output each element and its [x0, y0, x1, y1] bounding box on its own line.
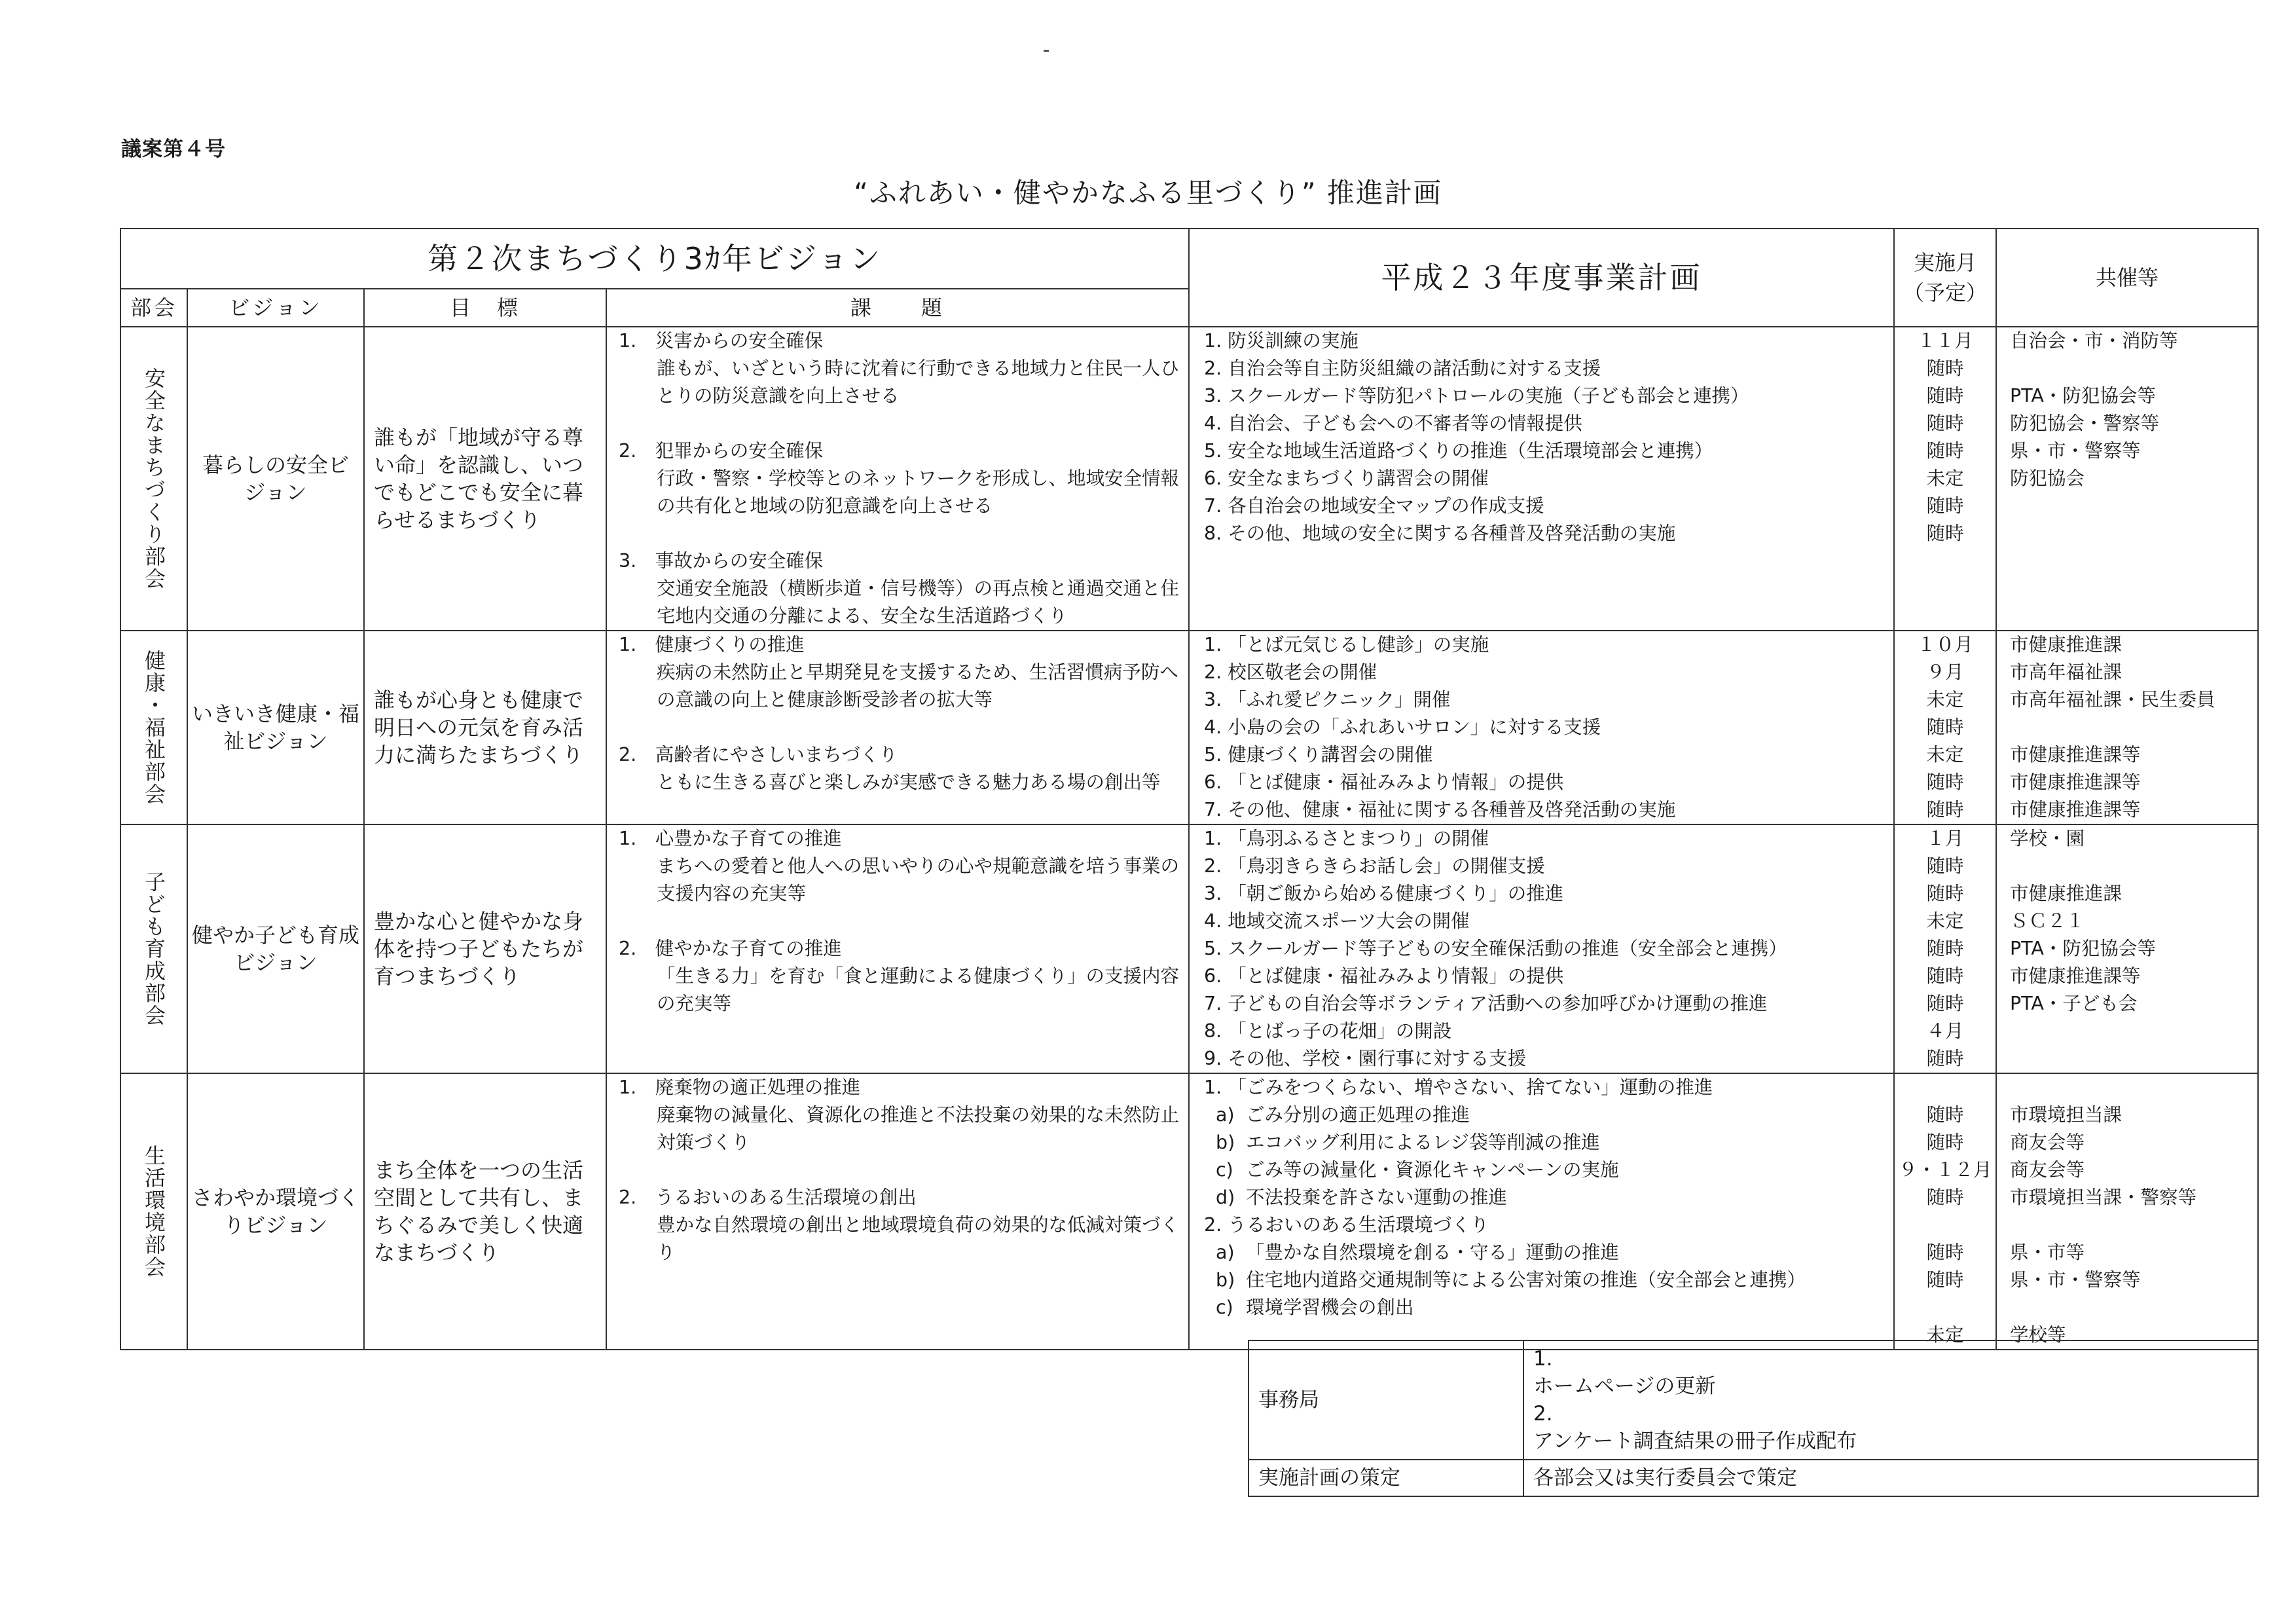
kadai-desc: 疾病の未然防止と早期発見を支援するため、生活習慣病予防への意識の向上と健康診断受診者の拡大等: [657, 661, 1178, 710]
plan-cell: [1189, 1073, 1894, 1350]
kadai-gap: [616, 410, 1179, 437]
month-value: １０月: [1917, 634, 1973, 655]
co-value: 市健康推進課等: [2010, 771, 2141, 793]
col-header-vision: ビジョン: [187, 289, 364, 327]
co-value: PTA・防犯協会等: [2010, 385, 2156, 407]
month-value: 随時: [1926, 716, 1964, 738]
co-value: 市健康推進課等: [2010, 799, 2141, 821]
plan-item: 8. その他、地域の安全に関する各種普及啓発活動の実施: [1204, 523, 1676, 544]
plan-item: 5. スクールガード等子どもの安全確保活動の推進（安全部会と連携）: [1204, 938, 1787, 959]
kadai-desc: まちへの愛着と他人への思いやりの心や規範意識を培う事業の支援内容の充実等: [657, 855, 1180, 904]
bukai-cell: 生活環境部会: [120, 1073, 187, 1350]
plan-item: 1. 「鳥羽ふるさとまつり」の開催: [1204, 828, 1489, 849]
plan-subitem: [1194, 1294, 1889, 1321]
plan-subitem-mark: b): [1216, 1269, 1235, 1291]
vision-group-header: 第２次まちづくり3ｶ年ビジョン: [120, 229, 1189, 289]
plan-item: 3. 「ふれ愛ピクニック」開催: [1204, 689, 1451, 710]
co-value: 防犯協会・警察等: [2010, 413, 2160, 434]
co-value: 市健康推進課: [2010, 883, 2123, 904]
kadai-title: 2. 健やかな子育ての推進: [619, 938, 842, 959]
co-value: [2010, 1211, 2253, 1239]
month-value: 随時: [1926, 523, 1964, 544]
plan-cell: [1189, 327, 1894, 631]
kadai-desc: 誰もが、いざという時に沈着に行動できる地域力と住民一人ひとりの防災意識を向上させる: [657, 358, 1180, 407]
kadai-desc: 「生きる力」を育む「食と運動による健康づくり」の支援内容の充実等: [657, 965, 1180, 1014]
kadai-cell: [606, 327, 1189, 631]
month-value: 随時: [1926, 1242, 1964, 1263]
kadai-title: 2. 高齢者にやさしいまちづくり: [619, 744, 898, 766]
co-value: [2010, 714, 2253, 741]
plan-subitem-mark: a): [1216, 1242, 1235, 1263]
co-value: 県・市・警察等: [2010, 1269, 2141, 1291]
plan-subitem-text: 「豊かな自然環境を創る・守る」運動の推進: [1246, 1242, 1620, 1263]
co-value: [2010, 1045, 2253, 1073]
co-cell: [1996, 631, 2258, 824]
co-value: 防犯協会: [2010, 468, 2085, 489]
co-cell: [1996, 327, 2258, 631]
kadai-desc: 行政・警察・学校等とのネットワークを形成し、地域安全情報の共有化と地域の防犯意識を向上させる: [657, 468, 1180, 517]
plan-subitem: [1194, 1239, 1889, 1266]
header-row-1: [120, 229, 2258, 289]
plan-group-header: 平成２３年度事業計画: [1189, 229, 1894, 327]
office-item-num: 1.: [1533, 1347, 1553, 1371]
policy-label: 実施計画の策定: [1248, 1460, 1523, 1496]
plan-item: 3. 「朝ご飯から始める健康づくり」の推進: [1204, 883, 1564, 904]
section-row: [120, 631, 2258, 824]
plan-item: 3. スクールガード等防犯パトロールの実施（子ども部会と連携）: [1204, 385, 1749, 407]
month-value: 未定: [1926, 689, 1964, 710]
office-label: 事務局: [1248, 1340, 1523, 1460]
co-value: 市高年福祉課: [2010, 661, 2123, 683]
policy-text: 各部会又は実行委員会で策定: [1523, 1460, 2258, 1496]
month-value: 随時: [1926, 385, 1964, 407]
month-header-line1: 実施月: [1914, 250, 1977, 275]
month-value: 未定: [1926, 1324, 1964, 1346]
co-value: 市高年福祉課・民生委員: [2010, 689, 2215, 710]
kadai-gap: [616, 714, 1179, 741]
plan-item: 1. 「とば元気じるし健診」の実施: [1204, 634, 1489, 655]
plan-item: 2. 自治会等自主防災組織の諸活動に対する支援: [1204, 358, 1601, 379]
month-value: 随時: [1926, 993, 1964, 1014]
co-value: 市健康推進課等: [2010, 744, 2141, 766]
vision-cell: さわやか環境づくりビジョン: [187, 1073, 364, 1350]
month-value: ９・１２月: [1899, 1159, 1992, 1181]
plan-item: 5. 安全な地域生活道路づくりの推進（生活環境部会と連携）: [1204, 440, 1713, 462]
plan-item: 6. 「とば健康・福祉みみより情報」の提供: [1204, 965, 1564, 987]
plan-subitem: [1194, 1101, 1889, 1129]
section-row: [120, 327, 2258, 631]
co-value: 市環境担当課: [2010, 1104, 2123, 1126]
co-value: 県・市等: [2010, 1242, 2085, 1263]
vision-cell: 健やか子ども育成ビジョン: [187, 824, 364, 1073]
month-value: 随時: [1926, 1132, 1964, 1153]
scan-mark: [1044, 50, 1049, 52]
month-cell: [1894, 1073, 1996, 1350]
plan-subitem-mark: c): [1216, 1297, 1233, 1318]
col-header-bukai: 部会: [120, 289, 187, 327]
plan-item: 5. 健康づくり講習会の開催: [1204, 744, 1433, 766]
office-item-text: ホームページの更新: [1533, 1375, 1716, 1398]
co-value: [2010, 520, 2253, 547]
plan-subitem: [1194, 1184, 1889, 1211]
goal-cell: 誰もが「地域が守る尊い命」を認識し、いつでもどこでも安全に暮らせるまちづくり: [364, 327, 606, 631]
kadai-cell: [606, 1073, 1189, 1350]
plan-item: 7. 各自治会の地域安全マップの作成支援: [1204, 495, 1544, 517]
doc-label: 議案第４号: [121, 138, 226, 161]
plan-subitem-mark: b): [1216, 1132, 1235, 1153]
plan-item: 4. 地域交流スポーツ大会の開催: [1204, 910, 1470, 932]
kadai-title: 1. 健康づくりの推進: [619, 634, 805, 655]
plan-item: 2. 「鳥羽きらきらお話し会」の開催支援: [1204, 855, 1545, 877]
kadai-cell: [606, 631, 1189, 824]
month-cell: [1894, 824, 1996, 1073]
co-value: [2010, 492, 2253, 520]
office-row: [1248, 1340, 2258, 1460]
month-header: [1894, 229, 1996, 327]
co-value: 学校・園: [2010, 828, 2085, 849]
month-value: 未定: [1926, 910, 1964, 932]
co-value: [2010, 853, 2253, 880]
policy-row: [1248, 1460, 2258, 1496]
plan-table: [120, 228, 2259, 1350]
co-value: [2010, 1018, 2253, 1045]
plan-cell: [1189, 631, 1894, 824]
goal-cell: まち全体を一つの生活空間として共有し、まちぐるみで美しく快適なまちづくり: [364, 1073, 606, 1350]
plan-item: 2. うるおいのある生活環境づくり: [1204, 1214, 1489, 1236]
page-title: “ふれあい・健やかなふる里づくり” 推進計画: [854, 177, 1442, 209]
vision-cell: 暮らしの安全ビジョン: [187, 327, 364, 631]
co-cell: [1996, 824, 2258, 1073]
plan-subitem-text: エコバッグ利用によるレジ袋等削減の推進: [1246, 1132, 1600, 1153]
col-header-kadai: 課 題: [606, 289, 1189, 327]
month-value: [1899, 1211, 1992, 1239]
kadai-title: 1. 心豊かな子育ての推進: [619, 828, 842, 849]
plan-subitem: [1194, 1129, 1889, 1156]
co-value: 市健康推進課: [2010, 634, 2123, 655]
co-header: 共催等: [1996, 229, 2258, 327]
office-item: [1533, 1400, 2248, 1455]
plan-subitem-text: 住宅地内道路交通規制等による公害対策の推進（安全部会と連携）: [1246, 1269, 1806, 1291]
kadai-title: 2. うるおいのある生活環境の創出: [619, 1187, 917, 1208]
co-value: PTA・子ども会: [2010, 993, 2138, 1014]
co-value: 商友会等: [2010, 1132, 2085, 1153]
col-header-goal: 目 標: [364, 289, 606, 327]
plan-subitem-text: ごみ分別の適正処理の推進: [1246, 1104, 1470, 1126]
month-value: 未定: [1926, 468, 1964, 489]
plan-item: 2. 校区敬老会の開催: [1204, 661, 1377, 683]
co-value: 市健康推進課等: [2010, 965, 2141, 987]
co-value: 市環境担当課・警察等: [2010, 1187, 2197, 1208]
month-value: 随時: [1926, 1187, 1964, 1208]
month-value: ９月: [1926, 661, 1964, 683]
plan-item: 4. 小島の会の「ふれあいサロン」に対する支援: [1204, 716, 1601, 738]
plan-item: 4. 自治会、子ども会への不審者等の情報提供: [1204, 413, 1582, 434]
co-value: 自治会・市・消防等: [2010, 330, 2178, 352]
plan-item: 6. 「とば健康・福祉みみより情報」の提供: [1204, 771, 1564, 793]
goal-cell: 豊かな心と健やかな身体を持つ子どもたちが育つまちづくり: [364, 824, 606, 1073]
kadai-gap: [616, 1156, 1179, 1184]
office-table: [1248, 1340, 2259, 1497]
plan-item: 7. 子どもの自治会等ボランティア活動への参加呼びかけ運動の推進: [1204, 993, 1768, 1014]
vision-cell: いきいき健康・福祉ビジョン: [187, 631, 364, 824]
kadai-desc: 豊かな自然環境の創出と地域環境負荷の効果的な低減対策づくり: [657, 1214, 1180, 1263]
co-value: 県・市・警察等: [2010, 440, 2141, 462]
section-row: [120, 824, 2258, 1073]
co-cell: [1996, 1073, 2258, 1350]
plan-item: 6. 安全なまちづくり講習会の開催: [1204, 468, 1489, 489]
month-value: 随時: [1926, 495, 1964, 517]
office-item: [1533, 1345, 2248, 1400]
month-value: 未定: [1926, 744, 1964, 766]
kadai-title: 1. 廃棄物の適正処理の推進: [619, 1077, 861, 1098]
month-value: 随時: [1926, 1269, 1964, 1291]
office-items: [1523, 1340, 2258, 1460]
month-cell: [1894, 631, 1996, 824]
plan-subitem-mark: d): [1216, 1187, 1235, 1208]
kadai-gap: [616, 520, 1179, 547]
month-value: 随時: [1926, 1048, 1964, 1069]
plan-item: 8. 「とばっ子の花畑」の開設: [1204, 1020, 1452, 1042]
plan-item: 1. 「ごみをつくらない、増やさない、捨てない」運動の推進: [1204, 1077, 1713, 1098]
month-value: １１月: [1917, 330, 1973, 352]
kadai-desc: ともに生きる喜びと楽しみが実感できる魅力ある場の創出等: [657, 771, 1161, 793]
plan-item: 9. その他、学校・園行事に対する支援: [1204, 1048, 1527, 1069]
co-value: PTA・防犯協会等: [2010, 938, 2156, 959]
plan-subitem: [1194, 1266, 1889, 1294]
kadai-title: 3. 事故からの安全確保: [619, 550, 824, 572]
co-value: [2010, 355, 2253, 382]
month-value: [1899, 1074, 1992, 1101]
month-value: 随時: [1926, 799, 1964, 821]
plan-subitem-text: 環境学習機会の創出: [1246, 1297, 1414, 1318]
plan-subitem-text: 不法投棄を許さない運動の推進: [1246, 1187, 1508, 1208]
kadai-desc: 廃棄物の減量化、資源化の推進と不法投棄の効果的な未然防止対策づくり: [657, 1104, 1180, 1153]
month-value: 随時: [1926, 771, 1964, 793]
month-cell: [1894, 327, 1996, 631]
plan-subitem: [1194, 1156, 1889, 1184]
co-value: 学校等: [2010, 1324, 2066, 1346]
month-value: 随時: [1926, 883, 1964, 904]
month-value: 随時: [1926, 938, 1964, 959]
month-value: 随時: [1926, 358, 1964, 379]
goal-cell: 誰もが心身とも健康で明日への元気を育み活力に満ちたまちづくり: [364, 631, 606, 824]
kadai-desc: 交通安全施設（横断歩道・信号機等）の再点検と通過交通と住宅地内交通の分離による、安全な生活道路づくり: [657, 578, 1180, 627]
month-value: 随時: [1926, 965, 1964, 987]
kadai-title: 1. 災害からの安全確保: [619, 330, 824, 352]
co-value: ＳＣ２１: [2010, 910, 2085, 932]
plan-cell: [1189, 824, 1894, 1073]
co-value: 商友会等: [2010, 1159, 2085, 1181]
month-value: 随時: [1926, 1104, 1964, 1126]
plan-item: 7. その他、健康・福祉に関する各種普及啓発活動の実施: [1204, 799, 1676, 821]
month-value: 随時: [1926, 440, 1964, 462]
plan-subitem-mark: c): [1216, 1159, 1233, 1181]
kadai-cell: [606, 824, 1189, 1073]
bukai-cell: 健康・福祉部会: [120, 631, 187, 824]
month-value: １月: [1926, 828, 1964, 849]
kadai-title: 2. 犯罪からの安全確保: [619, 440, 824, 462]
month-value: 随時: [1926, 855, 1964, 877]
month-value: 随時: [1926, 413, 1964, 434]
co-value: [2010, 1074, 2253, 1101]
month-value: ４月: [1926, 1020, 1964, 1042]
kadai-gap: [616, 908, 1179, 935]
bukai-cell: 子ども育成部会: [120, 824, 187, 1073]
plan-item: 1. 防災訓練の実施: [1204, 330, 1358, 352]
month-header-line2: （予定）: [1903, 280, 1988, 305]
bukai-cell: 安全なまちづくり部会: [120, 327, 187, 631]
plan-subitem-text: ごみ等の減量化・資源化キャンペーンの実施: [1246, 1159, 1619, 1181]
office-item-num: 2.: [1533, 1402, 1553, 1426]
section-row: [120, 1073, 2258, 1350]
plan-subitem-mark: a): [1216, 1104, 1235, 1126]
office-item-text: アンケート調査結果の冊子作成配布: [1533, 1430, 1857, 1453]
